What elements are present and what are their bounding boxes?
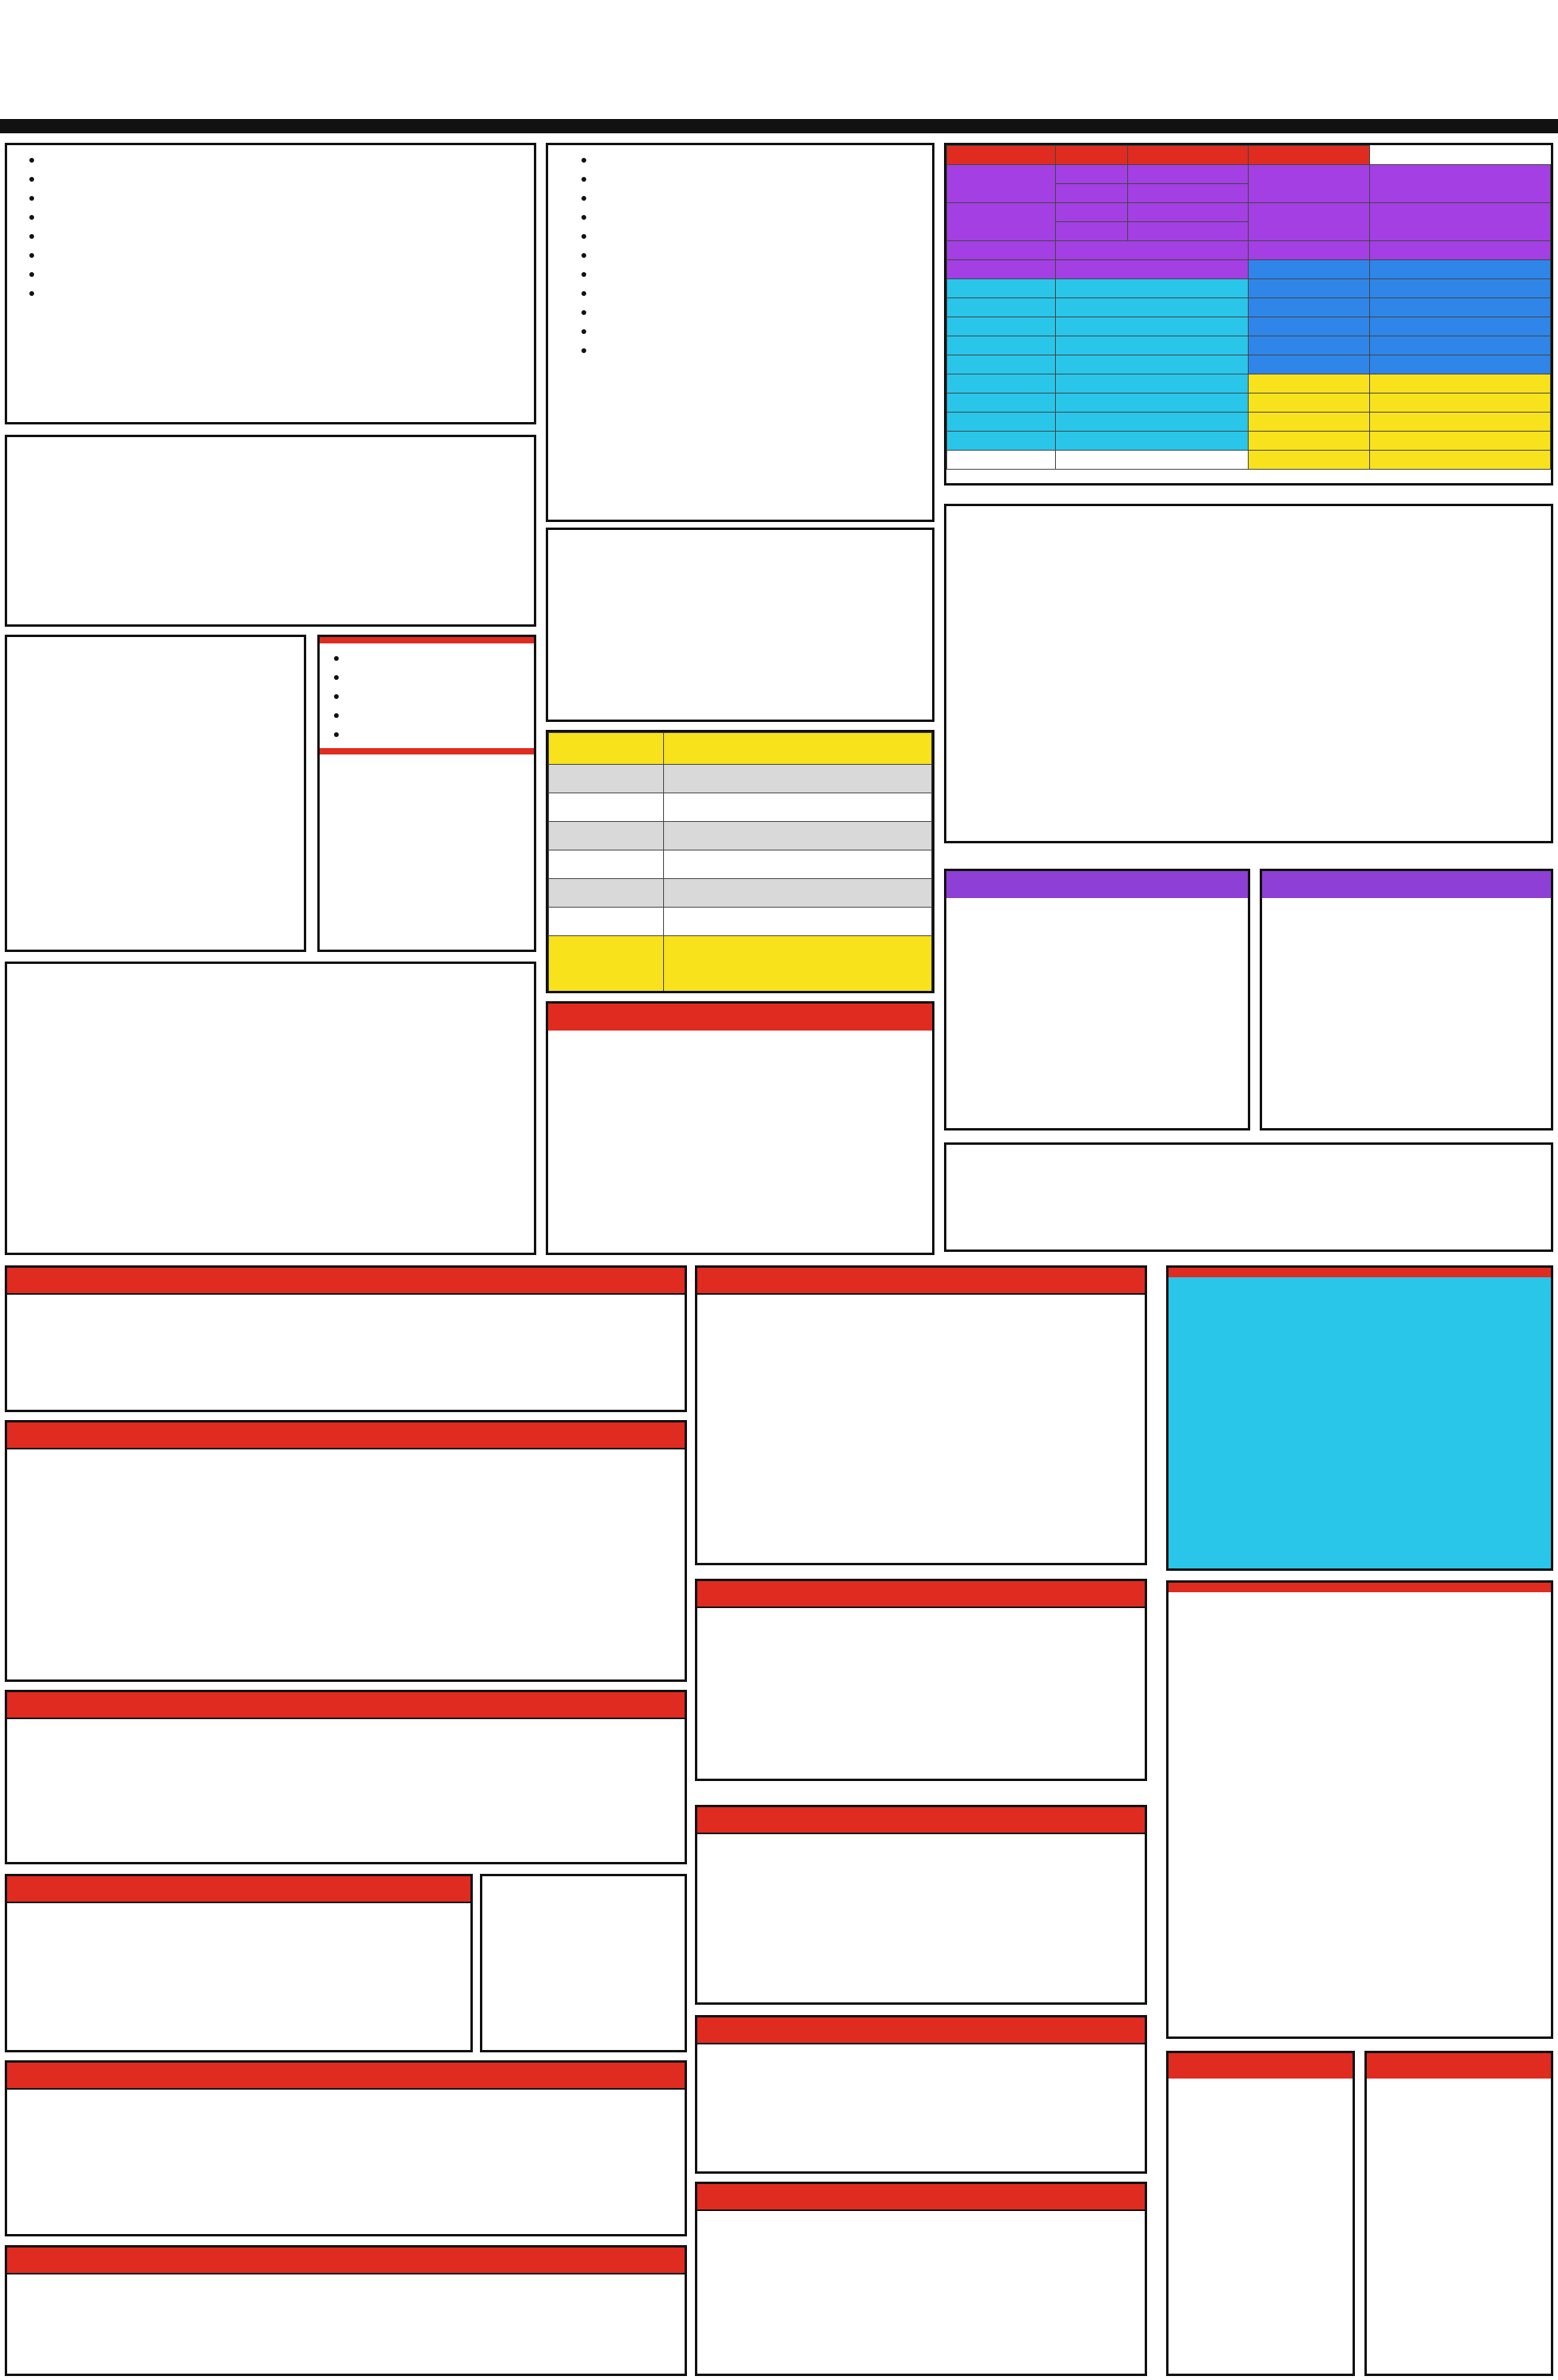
blood-gas-section (5, 635, 306, 952)
bmi-row (549, 879, 932, 908)
lab-cell (1055, 222, 1127, 241)
bmi-cell (663, 908, 931, 936)
bmi-cell (549, 850, 664, 879)
bmi-section (546, 730, 934, 993)
ibw-label (549, 936, 664, 992)
reversal-title (7, 2248, 685, 2274)
lab-cell (947, 413, 1056, 432)
airway-section (5, 143, 536, 424)
fluid-item (596, 340, 921, 359)
grades-list (7, 226, 534, 302)
hemo-section (5, 962, 536, 1255)
lab-cell (1055, 413, 1249, 432)
mallampati-item (44, 188, 534, 207)
grade-item (44, 226, 534, 245)
lab-cell (1249, 165, 1369, 203)
lab-cell (1128, 222, 1249, 241)
bmi-row (549, 733, 932, 765)
fluid-maint-section (546, 528, 934, 722)
bmi-row (549, 908, 932, 936)
lab-cell (1055, 260, 1249, 279)
reversal-section (5, 2245, 687, 2376)
bmi-cell (663, 879, 931, 908)
benzo-section (5, 1265, 687, 1412)
lab-cell (947, 298, 1056, 317)
bmi-cell (663, 793, 931, 822)
cse-title (697, 1581, 1145, 1608)
temp1-section (1166, 2051, 1355, 2376)
lab-cell (947, 355, 1056, 374)
lab-row (947, 432, 1551, 451)
fluid-list (559, 264, 921, 359)
bmi-cell (549, 822, 664, 850)
lab-row (947, 203, 1551, 222)
lab-row (947, 241, 1551, 260)
induction-title (7, 1692, 685, 1719)
lab-row (947, 336, 1551, 355)
lab-cell (1369, 260, 1550, 279)
mallampati-item (44, 207, 534, 226)
grade-item (44, 283, 534, 302)
oddi-section (317, 635, 536, 952)
lipid-section (1166, 1580, 1553, 2039)
oddi-title (320, 637, 534, 643)
ponv-risk-text (697, 2044, 1145, 2054)
asa-section (5, 435, 536, 627)
lab-cell (947, 317, 1056, 336)
oddi-item (348, 667, 534, 686)
bmi-table (548, 732, 932, 992)
lab-cell (1055, 241, 1249, 260)
fluid-item (596, 264, 921, 283)
lab-row (947, 146, 1551, 165)
lab-cell (1369, 451, 1550, 470)
bmi-cell (549, 879, 664, 908)
laryngospasm-title (320, 748, 534, 754)
rescue-section (546, 1001, 934, 1255)
grade-item (44, 264, 534, 283)
lab-cell (1249, 298, 1369, 317)
bmi-cell (549, 793, 664, 822)
bmi-cell (663, 765, 931, 793)
oddi-list (320, 648, 534, 743)
fluid-item (596, 283, 921, 302)
lipid-title (1168, 1583, 1551, 1592)
bmi-cell (549, 765, 664, 793)
lab-table (946, 145, 1551, 470)
mallampati-item (44, 150, 534, 169)
lab-cell (1249, 146, 1369, 165)
fluid-item (596, 321, 921, 340)
ebv-item (596, 169, 921, 188)
antiemetics-title (697, 1807, 1145, 1834)
lab-cell (1249, 260, 1369, 279)
bmi-cell (663, 850, 931, 879)
lab-cell (1055, 432, 1249, 451)
ebv-item (596, 150, 921, 169)
bmi-cell (663, 822, 931, 850)
lab-cell (1369, 298, 1550, 317)
antiemetics-section (695, 1805, 1147, 2005)
ett-title (946, 871, 1248, 898)
lab-cell (947, 203, 1056, 241)
regional-section (695, 1265, 1147, 1565)
lab-row (947, 165, 1551, 184)
lab-cell (1249, 413, 1369, 432)
grade-item (44, 245, 534, 264)
lab-cell (1369, 393, 1550, 413)
lab-cell (1369, 203, 1550, 241)
lab-row (947, 260, 1551, 279)
toxicity-section (1166, 1265, 1553, 1571)
lab-cell (947, 432, 1056, 451)
lab-cell (1369, 279, 1550, 298)
lab-cell (947, 279, 1056, 298)
toxicity-list (1168, 1277, 1551, 1287)
lab-cell (1369, 413, 1550, 432)
lab-cell (1055, 298, 1249, 317)
fluid-item (596, 302, 921, 321)
benzo-title (7, 1268, 685, 1295)
lab-cell (1249, 336, 1369, 355)
lab-row (947, 451, 1551, 470)
bmi-row (549, 850, 932, 879)
lab-cell (1369, 432, 1550, 451)
lab-cell (947, 260, 1056, 279)
ibw-row (549, 936, 932, 992)
mallampati-item (44, 169, 534, 188)
title-rule (0, 119, 1558, 133)
regional-title (697, 1268, 1145, 1295)
temp2-title (1367, 2053, 1551, 2079)
ponv-treat-title (697, 2184, 1145, 2211)
lab-section (944, 143, 1553, 486)
lab-cell (1249, 355, 1369, 374)
mh-section (944, 504, 1553, 843)
ebv-item (596, 226, 921, 245)
lab-cell (1128, 184, 1249, 203)
lab-cell (1055, 336, 1249, 355)
ibw-formula (663, 936, 931, 992)
ebv-list (559, 150, 921, 264)
lab-cell (1128, 203, 1249, 222)
lab-cell (947, 336, 1056, 355)
lab-cell (1055, 317, 1249, 336)
lab-row (947, 298, 1551, 317)
lab-cell (1055, 279, 1249, 298)
lab-cell (1369, 336, 1550, 355)
bmi-row (549, 822, 932, 850)
temp2-section (1364, 2051, 1553, 2376)
lab-cell (1249, 241, 1369, 260)
lab-cell (1369, 165, 1550, 203)
lab-row (947, 393, 1551, 413)
lab-cell (947, 241, 1056, 260)
lab-cell (1055, 393, 1249, 413)
lab-cell (1369, 355, 1550, 374)
inhal-section (5, 1874, 473, 2052)
dedication-section (944, 1142, 1553, 1252)
lab-cell (1128, 146, 1249, 165)
lab-cell (1055, 451, 1249, 470)
oddi-item (348, 705, 534, 724)
muscle-title (7, 2063, 685, 2090)
muscle-section (5, 2060, 687, 2236)
lab-cell (1055, 146, 1127, 165)
lab-cell (947, 451, 1056, 470)
laryngospasm-lines (320, 754, 534, 772)
lab-cell (1249, 203, 1369, 241)
bmi-cell (663, 733, 931, 765)
lab-cell (1055, 203, 1127, 222)
rescue-title (548, 1004, 932, 1031)
bmi-cell (549, 908, 664, 936)
lab-cell (1249, 432, 1369, 451)
lab-cell (1128, 165, 1249, 184)
lab-cell (1055, 184, 1127, 203)
lab-cell (1055, 165, 1127, 184)
lab-cell (1369, 241, 1550, 260)
lab-cell (1249, 374, 1369, 393)
induction-section (5, 1690, 687, 1864)
ponv-risk-title (697, 2017, 1145, 2044)
toxicity-header (1168, 1268, 1551, 1277)
opioids-section (5, 1420, 687, 1682)
lab-cell (1249, 451, 1369, 470)
lab-row (947, 279, 1551, 298)
ett-section (944, 869, 1250, 1130)
lma-title (1262, 871, 1551, 898)
lab-cell (1249, 317, 1369, 336)
lab-cell (947, 393, 1056, 413)
lab-row (947, 355, 1551, 374)
lipid-intro (1168, 1592, 1551, 1608)
lab-cell (1055, 355, 1249, 374)
lab-cell (1055, 374, 1249, 393)
cse-section (695, 1579, 1147, 1781)
lab-row (947, 317, 1551, 336)
oddi-item (348, 648, 534, 667)
oddi-item (348, 724, 534, 743)
inhal-title (7, 1876, 470, 1903)
lab-cell (1249, 393, 1369, 413)
lab-row (947, 413, 1551, 432)
bmi-row (549, 793, 932, 822)
ebv-item (596, 207, 921, 226)
temp1-title (1168, 2053, 1353, 2079)
bmi-cell (549, 733, 664, 765)
lab-cell (1369, 374, 1550, 393)
lab-cell (1369, 317, 1550, 336)
lab-row (947, 374, 1551, 393)
ponv-risk-section (695, 2015, 1147, 2174)
lab-cell (947, 165, 1056, 203)
mallampati-list (7, 150, 534, 226)
opioids-title (7, 1422, 685, 1449)
lab-cell (1249, 279, 1369, 298)
dex-section (480, 1874, 687, 2052)
blood-loss-section (546, 143, 934, 522)
lma-section (1260, 869, 1553, 1130)
bmi-row (549, 765, 932, 793)
ebv-item (596, 245, 921, 264)
lab-cell (947, 374, 1056, 393)
ponv-treat-section (695, 2182, 1147, 2376)
lab-cell (947, 146, 1056, 165)
ebv-item (596, 188, 921, 207)
oddi-item (348, 686, 534, 705)
